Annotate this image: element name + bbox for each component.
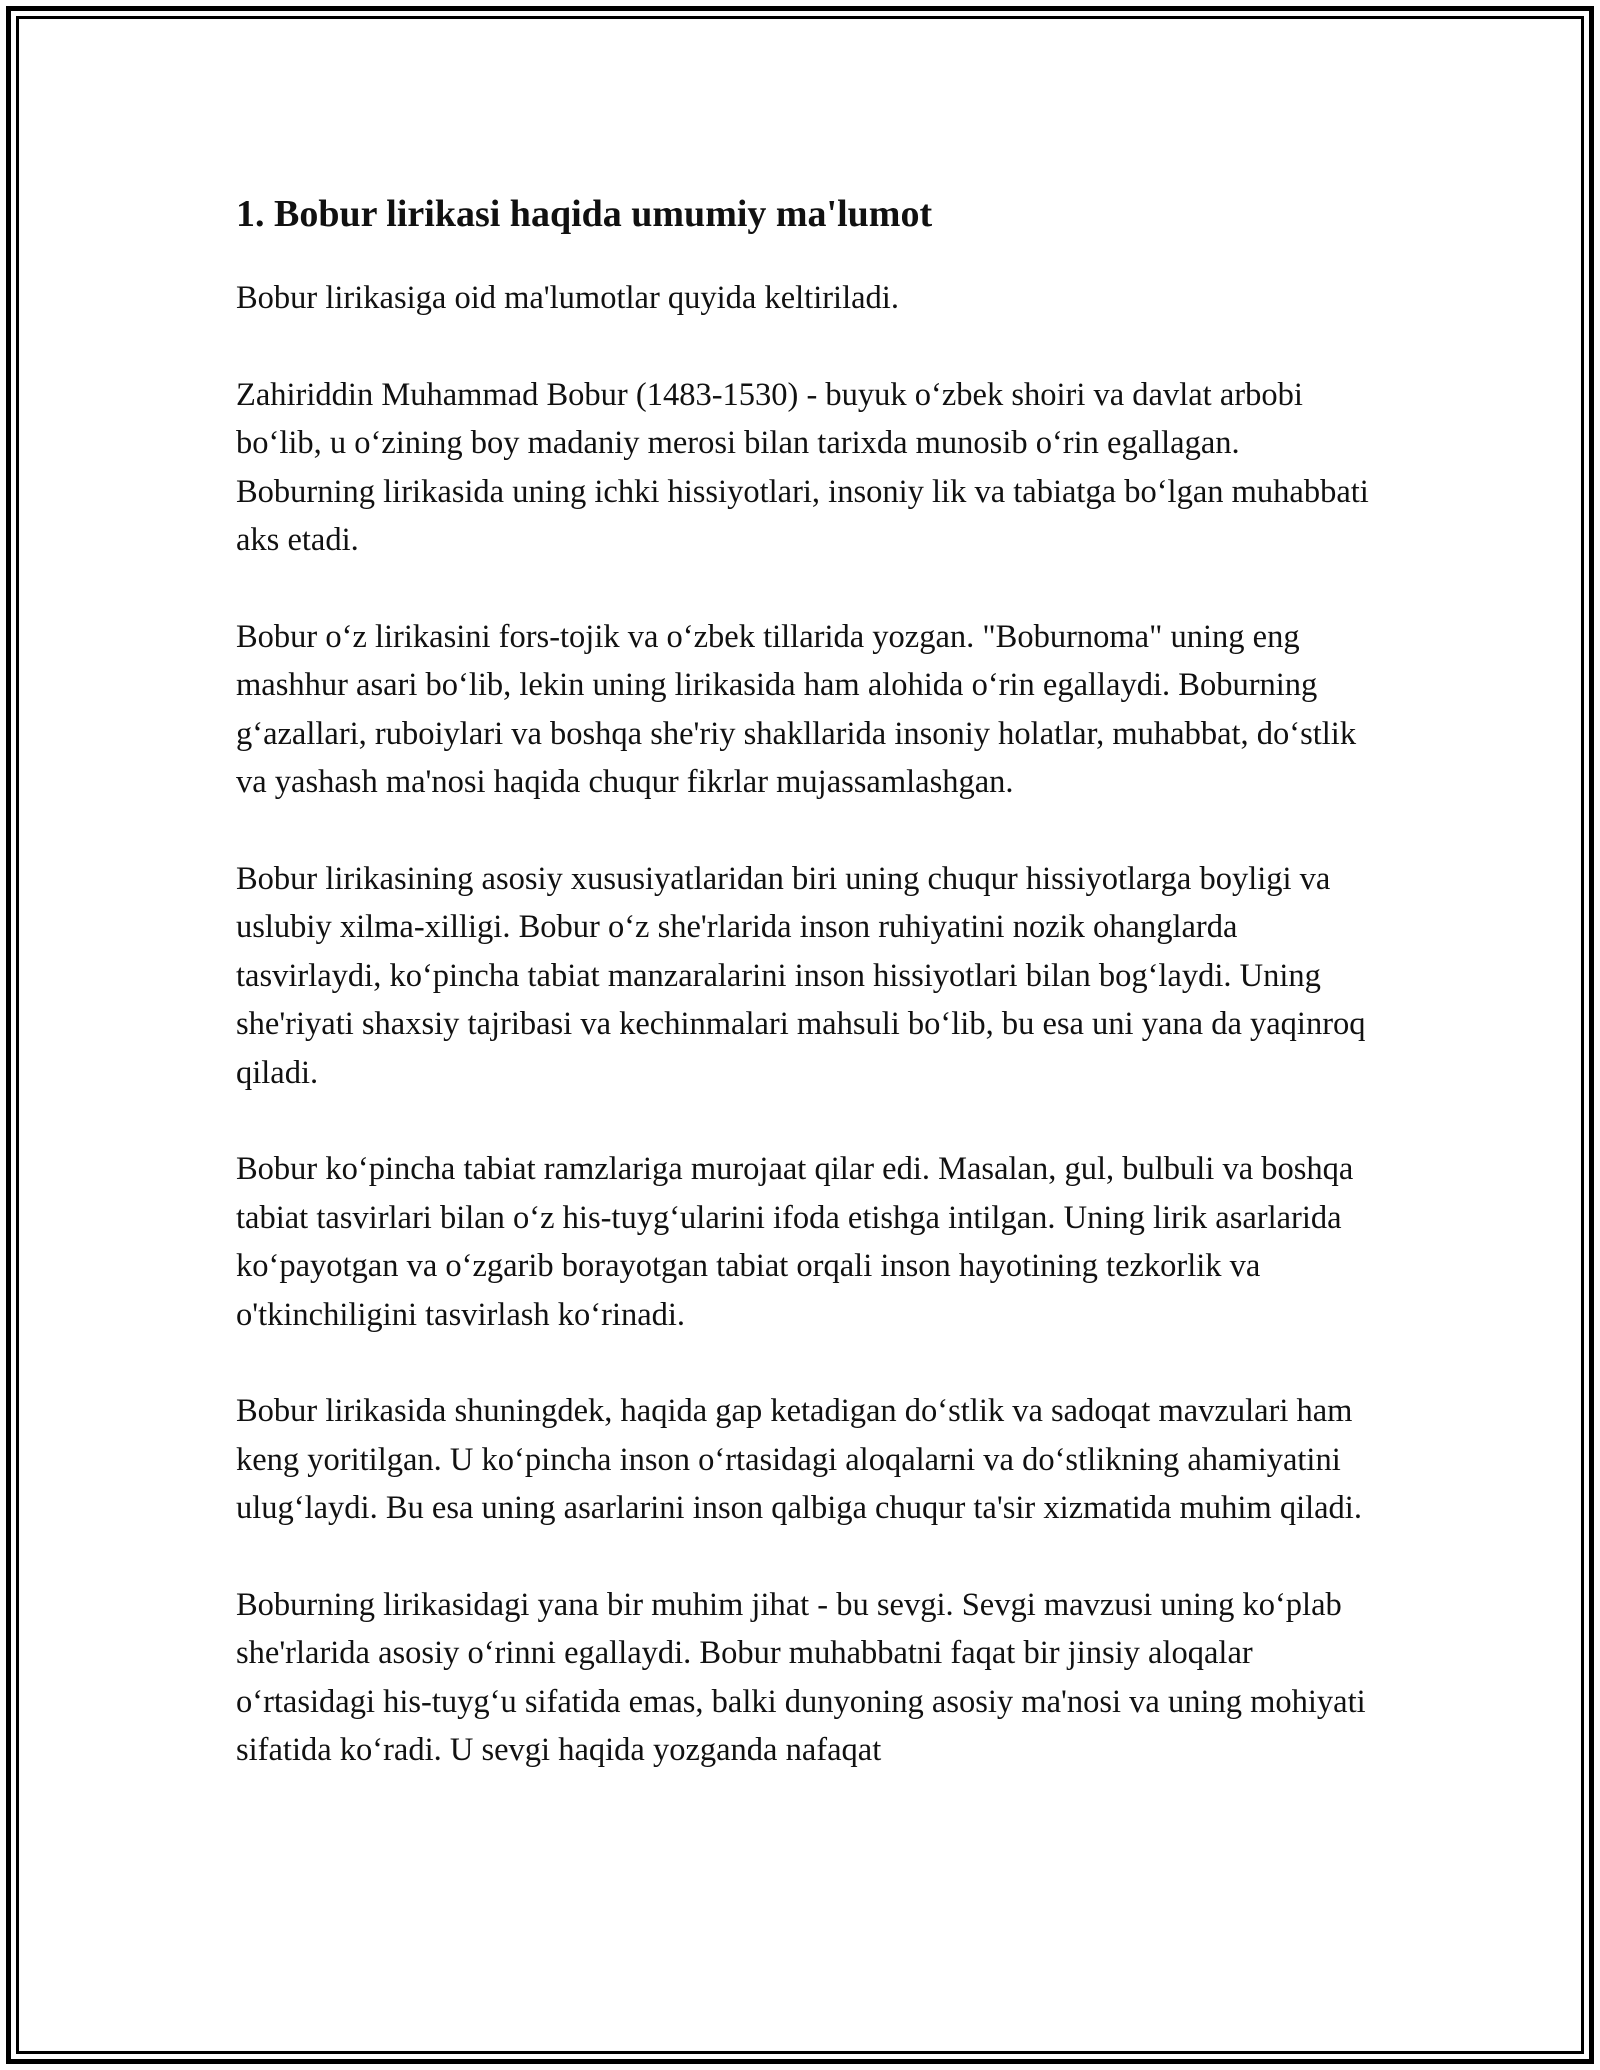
document-body <box>236 182 1386 1775</box>
features-paragraph: Bobur lirikasining asosiy xususiyatlaridan biri uning chuqur hissiyotlarga boyligi va uslubiy xilma-xilligi. Bobur o‘z she'rlarida inson ruhiyatini nozik ohanglarda tasvirlaydi, ko‘pincha tabiat manzaralarini inson hissiyotlari bilan bog‘laydi. Uning she'riyati shaxsiy tajribasi va kechinmalari mahsuli bo‘lib, bu esa uni yana da yaqinroq qiladi. <box>236 860 1366 1091</box>
languages-paragraph: Bobur o‘z lirikasini fors-tojik va o‘zbek tillarida yozgan. "Boburnoma" uning eng mashhur asari bo‘lib, lekin uning lirikasida ham alohida o‘rin egallaydi. Boburning g‘azallari, ruboiylari va boshqa she'riy shakllarida insoniy holatlar, muhabbat, do‘stlik va yashash ma'nosi haqida chuqur fikrlar mujassamlashgan. <box>236 618 1357 800</box>
biography-paragraph: Zahiriddin Muhammad Bobur (1483-1530) - buyuk o‘zbek shoiri va davlat arbobi bo‘lib, u o‘zining boy madaniy merosi bilan tarixda munosib o‘rin egallagan. Boburning lirikasida uning ichki hissiyotlari, insoniy lik va tabiatga bo‘lgan muhabbati aks etadi. <box>236 376 1369 558</box>
section-heading: 1. Bobur lirikasi haqida umumiy ma'lumot <box>236 193 933 235</box>
love-paragraph: Boburning lirikasidagi yana bir muhim jihat - bu sevgi. Sevgi mavzusi uning ko‘plab she'rlarida asosiy o‘rinni egallaydi. Bobur muhabbatni faqat bir jinsiy aloqalar o‘rtasidagi his-tuyg‘u sifatida emas, balki dunyoning asosiy ma'nosi va uning mohiyati sifatida ko‘radi. U sevgi haqida yozganda nafaqat <box>236 1586 1366 1768</box>
nature-symbols-paragraph: Bobur ko‘pincha tabiat ramzlariga murojaat qilar edi. Masalan, gul, bulbuli va boshqa tabiat tasvirlari bilan o‘z his-tuyg‘ularini ifoda etishga intilgan. Uning lirik asarlarida ko‘payotgan va o‘zgarib borayotgan tabiat orqali inson hayotining tezkorlik va o'tkinchiligini tasvirlash ko‘rinadi. <box>236 1151 1354 1333</box>
intro-paragraph: Bobur lirikasiga oid ma'lumotlar quyida keltiriladi. <box>236 280 899 316</box>
friendship-paragraph: Bobur lirikasida shuningdek, haqida gap ketadigan do‘stlik va sadoqat mavzulari ham keng yoritilgan. U ko‘pincha inson o‘rtasidagi aloqalarni va do‘stlikning ahamiyatini ulug‘laydi. Bu esa uning asarlarini inson qalbiga chuqur ta'sir xizmatida muhim qiladi. <box>236 1393 1362 1526</box>
